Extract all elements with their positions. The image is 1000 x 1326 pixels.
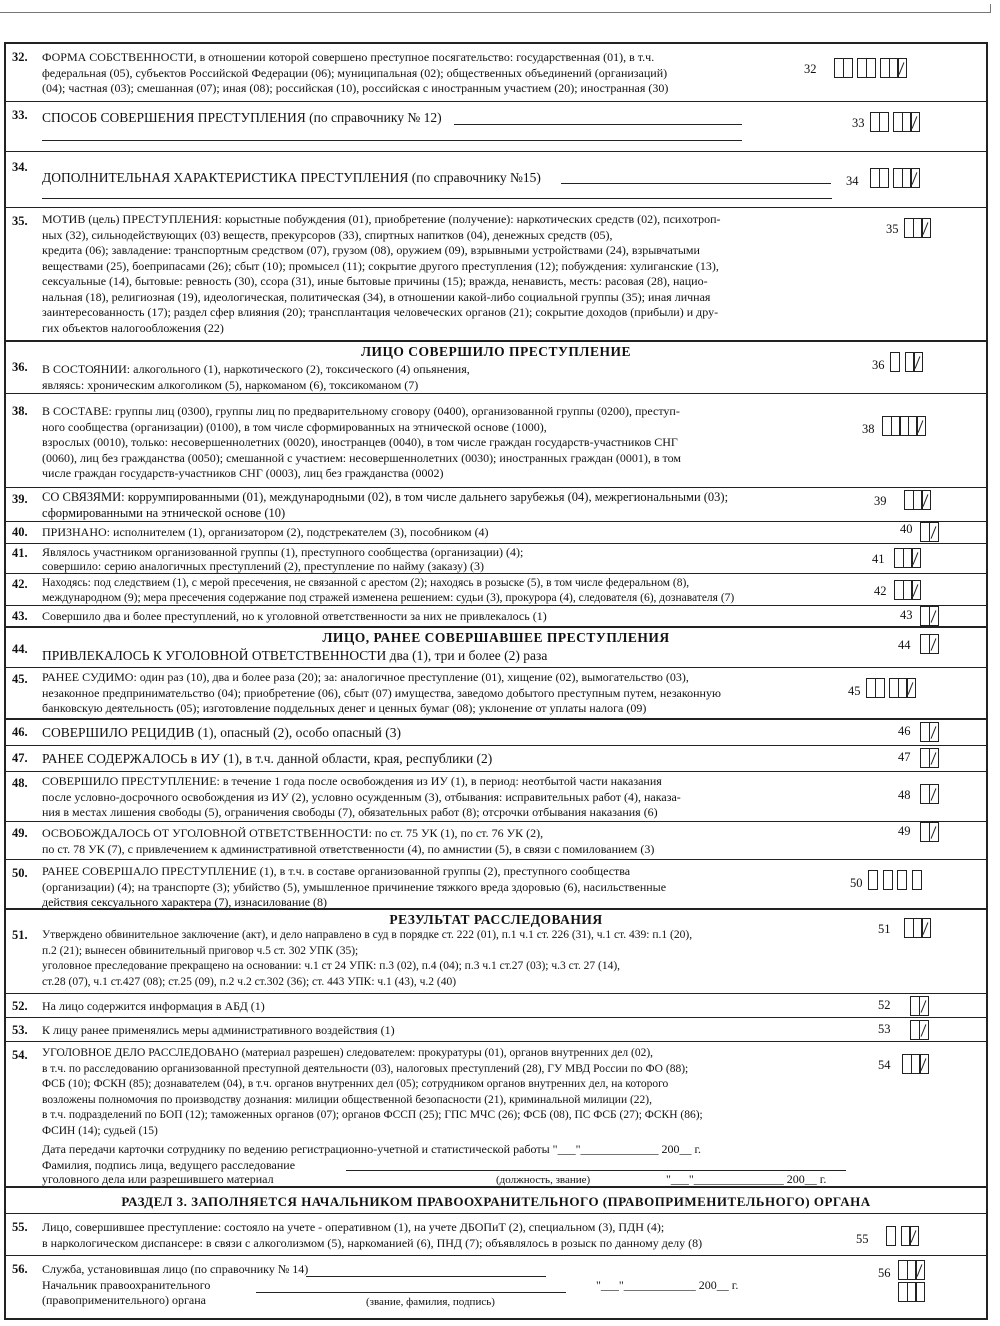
field-text: На лицо содержится информация в АБД (1)	[42, 999, 265, 1013]
field-text: В СОСТОЯНИИ: алкогольного (1), наркотического (2), токсического (4) опьянения, являясь: хроническим алкоголиком (5), наркоманом (6), токсикоманом (7)	[42, 362, 470, 392]
box-label: 33	[852, 116, 865, 130]
code-boxes[interactable]	[870, 168, 919, 188]
box-label: 40	[900, 522, 913, 536]
field-number: 41.	[12, 546, 28, 560]
section-header: РЕЗУЛЬТАТ РАССЛЕДОВАНИЯ	[389, 912, 603, 927]
transfer-date-line[interactable]: Дата передачи карточки сотруднику по ведению регистрационно-учетной и статистической работы "___"_____________ 200__ г.	[42, 1142, 702, 1156]
field-text: СОВЕРШИЛО РЕЦИДИВ (1), опасный (2), особо опасный (3)	[42, 725, 402, 740]
code-boxes[interactable]	[904, 918, 930, 938]
section-50	[6, 860, 986, 910]
section-54	[6, 1042, 986, 1188]
box-label: 44	[898, 638, 911, 652]
field-number: 54.	[12, 1048, 28, 1062]
box-label: 53	[878, 1022, 891, 1036]
section-46	[6, 720, 986, 746]
box-label: 45	[848, 684, 861, 698]
box-label: 55	[856, 1232, 869, 1246]
box-label: 41	[872, 552, 885, 566]
field-text: СПОСОБ СОВЕРШЕНИЯ ПРЕСТУПЛЕНИЯ (по справочнику № 12)	[42, 110, 442, 125]
section-header: ЛИЦО, РАНЕЕ СОВЕРШАВШЕЕ ПРЕСТУПЛЕНИЯ	[322, 630, 670, 645]
box-label: 46	[898, 724, 911, 738]
field-number: 39.	[12, 492, 28, 506]
section-36	[6, 342, 986, 394]
field-number: 40.	[12, 525, 28, 539]
section-51	[6, 910, 986, 994]
code-boxes[interactable]	[920, 634, 937, 654]
field-text: Находясь: под следствием (1), с мерой пресечения, не связанной с арестом (2); находясь в розыске (5), в том числе федеральном (8), международном (9); мера пресечения содержание под стражей изменена решением: судьи (3), прокурора (4), следователя (6), дознавателя (7)	[42, 577, 735, 604]
section-32	[6, 44, 986, 102]
section-55	[6, 1214, 986, 1256]
code-boxes[interactable]	[886, 1226, 918, 1246]
section-47	[6, 746, 986, 772]
field-text: РАНЕЕ СУДИМО: один раз (10), два и более раза (20); за: аналогичное преступление (01), хищение (02), вымогательство (03), незаконное предпринимательство (04); приобретение (06), сбыт (07) имущества, заведомо добытого преступным путем, незаконную банковскую деятельность (05); изготовление поддельных денег и ценных бумаг (08); уклонение от уплаты налога (09)	[42, 670, 721, 715]
signature-line[interactable]	[346, 1170, 846, 1171]
fill-line[interactable]	[454, 124, 742, 125]
box-label: 39	[874, 494, 887, 508]
field-number: 34.	[12, 160, 28, 174]
section-38	[6, 394, 986, 488]
fill-line[interactable]	[306, 1276, 546, 1277]
field-number: 46.	[12, 725, 28, 739]
code-boxes[interactable]	[894, 580, 920, 600]
section3-header: РАЗДЕЛ 3. ЗАПОЛНЯЕТСЯ НАЧАЛЬНИКОМ ПРАВООХРАНИТЕЛЬНОГО (ПРАВОПРИМЕНИТЕЛЬНОГО) ОРГАНА	[121, 1194, 871, 1209]
field-number: 52.	[12, 999, 28, 1013]
fill-line[interactable]	[42, 140, 742, 141]
code-boxes[interactable]	[920, 784, 937, 804]
fill-line[interactable]	[42, 198, 832, 199]
box-label: 42	[874, 584, 887, 598]
investigator-label: Фамилия, подпись лица, ведущего расследование	[42, 1158, 296, 1172]
field-number: 51.	[12, 928, 28, 942]
box-label: 48	[898, 788, 911, 802]
field-text: К лицу ранее применялись меры административного воздействия (1)	[42, 1023, 395, 1037]
fill-line[interactable]	[256, 1292, 566, 1293]
field-number: 36.	[12, 360, 28, 374]
section-34	[6, 152, 986, 208]
section-56	[6, 1256, 986, 1318]
box-label: 38	[862, 422, 875, 436]
code-boxes[interactable]	[890, 352, 922, 372]
code-boxes[interactable]	[920, 822, 937, 842]
field-text: СОВЕРШИЛО ПРЕСТУПЛЕНИЕ: в течение 1 года после освобождения из ИУ (1), в период: неотбытой части наказания после условно-досрочного освобождения из ИУ (2), условно осужденным (3), отбывания: исправительных работ (4), наказа- ния в местах лишения свободы (5), ограничения свободы (7), обязательных работ (8); отсрочки отбывания наказания (6)	[42, 774, 681, 819]
field-text: ОСВОБОЖДАЛОСЬ ОТ УГОЛОВНОЙ ОТВЕТСТВЕННОСТИ: по ст. 75 УК (1), по ст. 76 УК (2), по ст. 78 УК (7), с привлечением к административной ответственности (4), по амнистии (5), в связи с помилованием (3)	[42, 826, 655, 856]
field-number: 49.	[12, 826, 28, 840]
box-label: 51	[878, 922, 891, 936]
field-text: Служба, установившая лицо (по справочнику № 14) Начальник правоохранительного (правоприменительного) органа	[42, 1262, 309, 1307]
code-boxes[interactable]	[834, 58, 906, 78]
field-number: 47.	[12, 751, 28, 765]
field-number: 48.	[12, 776, 28, 790]
section-45	[6, 668, 986, 720]
box-label: 34	[846, 174, 859, 188]
code-boxes[interactable]	[898, 1260, 924, 1302]
section-header: ЛИЦО СОВЕРШИЛО ПРЕСТУПЛЕНИЕ	[360, 344, 631, 359]
field-number: 43.	[12, 609, 28, 623]
field-number: 32.	[12, 50, 28, 64]
code-boxes[interactable]	[910, 1020, 927, 1040]
field-number: 56.	[12, 1262, 28, 1276]
code-boxes[interactable]	[902, 1054, 928, 1074]
investigator-label-2: уголовного дела или разрешившего материал	[42, 1172, 274, 1186]
box-label: 52	[878, 998, 891, 1012]
box-label: 50	[850, 876, 863, 890]
signature-date[interactable]: "___"_______________ 200__ г.	[666, 1172, 827, 1186]
field-text: ФОРМА СОБСТВЕННОСТИ, в отношении которой совершено преступное посягательство: государственная (01), в т.ч. федеральная (05), субъектов Российской Федерации (06); муниципальная (02); общественных объединений (организаций) (04); частная (03); смешанная (07); иная (08); российская (10), российская с иностранным участием (20); иностранная (30)	[42, 50, 669, 95]
code-boxes[interactable]	[866, 678, 915, 698]
field-text: РАНЕЕ СОВЕРШАЛО ПРЕСТУПЛЕНИЕ (1), в т.ч. в составе организованной группы (2), преступного сообщества (организации) (4); на транспорте (3); убийство (5), умышленное причинение тяжкого вреда здоровью (6), насильственные действия сексуального характера (7), изнасилование (8)	[42, 864, 667, 909]
code-boxes[interactable]	[920, 522, 937, 542]
field-number: 53.	[12, 1023, 28, 1037]
field-text: РАНЕЕ СОДЕРЖАЛОСЬ в ИУ (1), в т.ч. данной области, края, республики (2)	[42, 751, 493, 766]
code-boxes[interactable]	[870, 112, 919, 132]
box-label: 43	[900, 608, 913, 622]
field-text: ПРИЗНАНО: исполнителем (1), организатором (2), подстрекателем (3), пособником (4)	[42, 525, 489, 539]
box-label: 54	[878, 1058, 891, 1072]
code-boxes[interactable]	[920, 606, 937, 626]
box-label: 35	[886, 222, 899, 236]
code-boxes[interactable]	[868, 870, 920, 890]
box-label: 32	[804, 62, 817, 76]
field-text: УГОЛОВНОЕ ДЕЛО РАССЛЕДОВАНО (материал разрешен) следователем: прокуратуры (01), органов внутренних дел (02), в т.ч. по расследованию организованной преступной деятельности (03), налоговых преступлений (28), ГУ МВД России по ФО (88); ФСБ (10); ФСКН (85); дознавателем (04), в т.ч. органов внутренних дел (05); сотрудником органов внутренних дел, на которого возложены полномочия по производству дознания: милиции общественной безопасности (21), криминальной милиции (22), в т.ч. подразделений по БОП (12); таможенных органов (07); органов ФССП (25); ГПС МЧС (26); ФСБ (08), ПС ФСБ (27); ФСКН (86); ФСИН (14); судьей (15)	[42, 1047, 703, 1137]
field-number: 44.	[12, 642, 28, 656]
box-label: 47	[898, 750, 911, 764]
section-43	[6, 606, 986, 628]
box-label: 49	[898, 824, 911, 838]
section-39	[6, 488, 986, 522]
field-text: ПРИВЛЕКАЛОСЬ К УГОЛОВНОЙ ОТВЕТСТВЕННОСТИ два (1), три и более (2) раза	[42, 648, 548, 663]
code-boxes[interactable]	[882, 416, 925, 436]
field-text: МОТИВ (цель) ПРЕСТУПЛЕНИЯ: корыстные побуждения (01), приобретение (получение): наркотических средств (02), психотроп- ных (32), сильнодействующих (03) веществ, прекурсоров (33), спиртных напитков (04), денежных средств (05), кредита (06); завладение: транспортным средством (07), грузом (08), оружием (09), взрывными устройствами (24), взрывчатыми веществами (25), боеприпасами (26); сбыт (10); промысел (11); сокрытие другого преступления (12); побуждения: хулиганские (13), сексуальные (14), бытовые: ревность (30), ссора (31), иные бытовые причины (15); вражда, ненависть, месть: расовая (28), нацио- нальная (18), религиозная (19), идеологическая, политическая (34), в отношении какой-либо социальной группы (35); иная личная заинтересованность (17); раздел сфер влияния (20); трансплантация человеческих органов (21); сокрытие доходов (прибыли) и дру- гих объектов налогообложения (22)	[42, 212, 721, 335]
field-number: 33.	[12, 108, 28, 122]
signature-caption: (звание, фамилия, подпись)	[366, 1296, 495, 1308]
code-boxes[interactable]	[920, 748, 937, 768]
field-number: 42.	[12, 577, 28, 591]
field-number: 50.	[12, 866, 28, 880]
code-boxes[interactable]	[904, 490, 930, 510]
section-49	[6, 822, 986, 860]
field-number: 35.	[12, 214, 28, 228]
section-48	[6, 772, 986, 822]
section-42	[6, 574, 986, 606]
date-line[interactable]: "___"____________ 200__ г.	[596, 1278, 739, 1292]
section-41	[6, 544, 986, 574]
section3-header-row	[6, 1188, 986, 1214]
section-53	[6, 1018, 986, 1042]
code-boxes[interactable]	[904, 218, 930, 238]
field-number: 38.	[12, 404, 28, 418]
fill-line[interactable]	[561, 183, 831, 184]
section-35	[6, 208, 986, 342]
field-text: Являлось участником организованной группы (1), преступного сообщества (организации) (4); совершило: серию аналогичных преступлений (2), преступление по найму (заказу) (3)	[42, 545, 524, 573]
code-boxes[interactable]	[894, 548, 920, 568]
section-44	[6, 628, 986, 668]
section-33	[6, 102, 986, 152]
position-caption: (должность, звание)	[496, 1174, 591, 1186]
code-boxes[interactable]	[920, 722, 937, 742]
box-label: 36	[872, 358, 885, 372]
statistical-card-form	[4, 42, 988, 1320]
code-boxes[interactable]	[910, 996, 927, 1016]
section-40	[6, 522, 986, 544]
section-52	[6, 994, 986, 1018]
field-text: Лицо, совершившее преступление: состояло на учете - оперативном (1), на учете ДБОПиТ (2), специальном (3), ПДН (4); в наркологическом диспансере: в связи с алкоголизмом (5), наркоманией (6), ПНД (7); объявлялось в розыск по данному делу (8)	[42, 1220, 703, 1250]
top-border	[0, 4, 991, 13]
field-text: СО СВЯЗЯМИ: коррумпированными (01), международными (02), в том числе дальнего зарубежья (04), межрегиональными (03); сформированными на этнической основе (10)	[42, 490, 729, 520]
field-number: 55.	[12, 1220, 28, 1234]
field-text: Совершило два и более преступлений, но к уголовной ответственности за них не привлекалось (1)	[42, 609, 547, 623]
field-number: 45.	[12, 672, 28, 686]
field-text: В СОСТАВЕ: группы лиц (0300), группы лиц по предварительному сговору (0400), организованной группы (0200), преступ- ного сообщества (организации) (0100), в том числе сформированных на этнической основе (1000), взрослых (0010), только: несовершеннолетних (0020), иностранцев (0040), в том числе граждан государств-участников СНГ (0060), лиц без гражданства (0050); смешанной с участием: несовершеннолетних (0030); иностранных граждан (0001), в том числе граждан государств-участников СНГ (0003), лиц без гражданства (0002)	[42, 404, 681, 480]
box-label: 56	[878, 1266, 891, 1280]
field-text: ДОПОЛНИТЕЛЬНАЯ ХАРАКТЕРИСТИКА ПРЕСТУПЛЕНИЯ (по справочнику №15)	[42, 170, 541, 185]
field-text: Утверждено обвинительное заключение (акт), и дело направлено в суд в порядке ст. 222 (01), п.1 ч.1 ст. 226 (31), ч.1 ст. 439: п.1 (20), п.2 (21); вынесен обвинительный приговор ч.5 ст. 302 УПК (35); уголовное преследование прекращено на основании: ч.1 ст 24 УПК: п.3 (02), п.4 (04); п.3 ч.1 ст.27 (03); ч.3 ст. 27 (14), ст.28 (07), ч.1 ст.427 (08); ст.25 (09), п.2 ч.2 ст.302 (36); ст. 443 УПК: ч.1 (43), ч.2 (40)	[42, 929, 693, 988]
